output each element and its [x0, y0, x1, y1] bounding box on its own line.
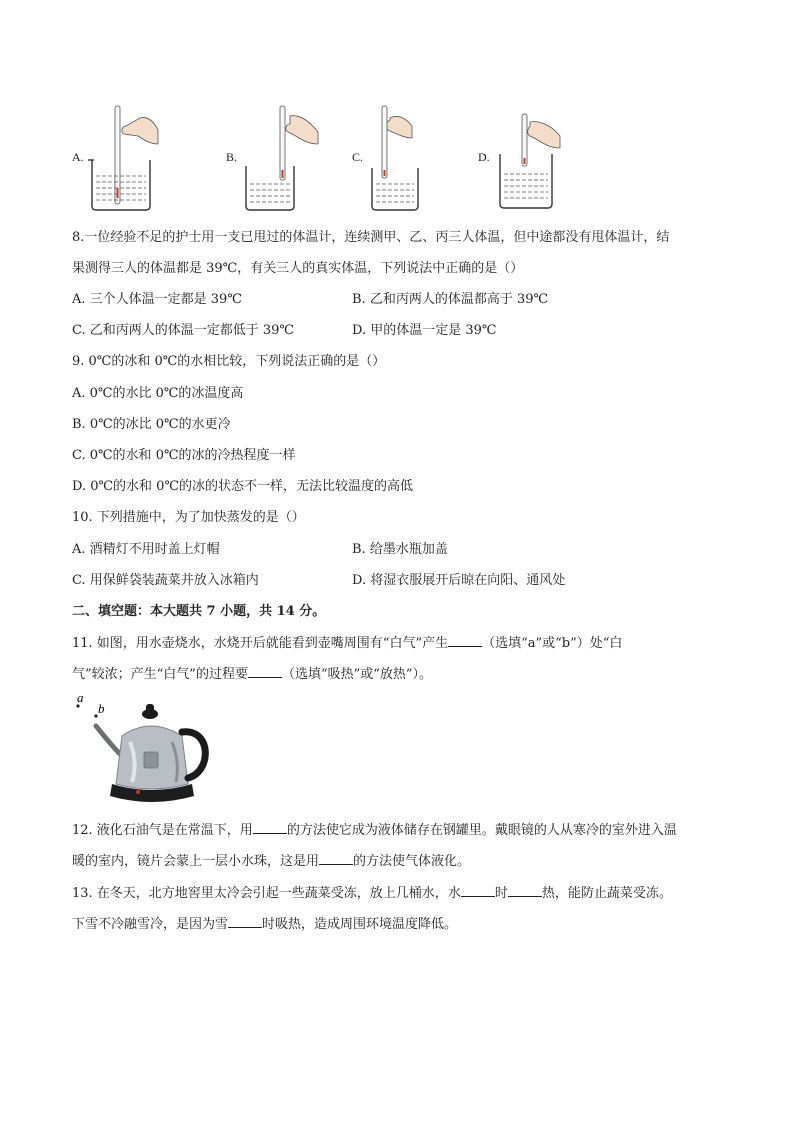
q10-option-c: C. 用保鲜袋装蔬菜并放入冰箱内: [72, 573, 259, 588]
beaker-thermometer-figure-a: [88, 104, 160, 212]
water-waves: [96, 176, 146, 200]
q13-blank-1[interactable]: [461, 884, 495, 897]
beaker-thermometer-figure-b: [240, 104, 322, 212]
hand-icon: [122, 118, 158, 144]
beaker-icon: [372, 168, 418, 210]
q7-option-b-label: B.: [226, 150, 238, 164]
q8-option-c: C. 乙和丙两人的体温一定都低于 39℃: [72, 323, 294, 338]
q12-line1-pre: 12. 液化石油气是在常温下，用: [72, 823, 253, 838]
water-waves: [250, 184, 290, 202]
q11-line2-pre: 气”较浓；产生“白气”的过程要: [72, 667, 248, 682]
q12-line1-post: 的方法使它成为液体储存在钢罐里。戴眼镜的人从寒冷的室外进入温: [286, 823, 677, 838]
section-heading-fill-in: 二、填空题：本大题共 7 小题，共 14 分。: [72, 604, 326, 619]
q7-option-d-label: D.: [478, 150, 490, 164]
q13-line1-post: 热，能防止蔬菜受冻。: [541, 886, 672, 901]
q9-option-b: B. 0℃的冰比 0℃的水更冷: [72, 417, 231, 432]
thermometer-icon: [280, 106, 285, 180]
q11-line2-post: （选填“吸热”或“放热”）。: [281, 667, 433, 682]
point-a-label: a: [77, 692, 84, 705]
q13-line1: [72, 884, 672, 903]
hand-icon: [528, 122, 560, 148]
water-waves: [376, 184, 414, 202]
q9-stem: 9. 0℃的冰和 0℃的水相比较，下列说法正确的是（）: [72, 354, 386, 369]
q11-line1-pre: 11. 如图，用水壶烧水，水烧开后就能看到壶嘴周围有“白气”产生: [72, 636, 449, 651]
q8-stem-line1: 8.一位经验不足的护士用一支已甩过的体温计，连续测甲、乙、丙三人体温，但中途都没有甩体温计，结: [72, 230, 670, 245]
q11-blank-1[interactable]: [448, 634, 482, 647]
q10-option-d: D. 将湿衣服展开后晾在向阳、通风处: [352, 573, 566, 588]
kettle-icon: [96, 704, 205, 802]
q13-line2-pre: 下雪不冷融雪冷，是因为雪: [72, 917, 229, 932]
hand-icon: [286, 116, 318, 144]
q10-stem: 10. 下列措施中，为了加快蒸发的是（）: [72, 510, 305, 525]
q11-blank-2[interactable]: [248, 665, 282, 678]
q13-blank-2[interactable]: [508, 884, 542, 897]
point-b-label: b: [98, 701, 105, 716]
q12-blank-1[interactable]: [253, 821, 287, 834]
q9-option-c: C. 0℃的水和 0℃的冰的冷热程度一样: [72, 448, 296, 463]
beaker-icon: [92, 160, 150, 210]
q13-line2: [72, 915, 457, 934]
q8-stem-line2: 果测得三人的体温都是 39℃，有关三人的真实体温，下列说法中正确的是（）: [72, 261, 524, 276]
q10-option-a: A. 酒精灯不用时盖上灯帽: [72, 542, 220, 557]
q12-line1: [72, 821, 677, 840]
beaker-icon: [246, 166, 294, 210]
q8-option-d: D. 甲的体温一定是 39℃: [352, 323, 497, 338]
q11-line1: [72, 634, 622, 653]
q12-line2-pre: 暖的室内，镜片会蒙上一层小水珠，这是用: [72, 854, 320, 869]
q11-line1-post: （选填“a”或“b”）处“白: [482, 636, 623, 651]
q13-line1-mid: 时: [494, 886, 508, 901]
q13-blank-3[interactable]: [228, 915, 262, 928]
hand-icon: [386, 116, 412, 138]
q12-line2-post: 的方法使气体液化。: [353, 854, 471, 869]
q12-line2: [72, 852, 470, 871]
water-waves: [504, 174, 548, 198]
beaker-thermometer-figure-d: [492, 112, 564, 212]
kettle-figure: [72, 692, 212, 810]
thermometer-icon: [382, 106, 387, 178]
q9-option-d: D. 0℃的水和 0℃的冰的状态不一样，无法比较温度的高低: [72, 479, 413, 494]
q12-blank-2[interactable]: [319, 852, 353, 865]
q9-option-a: A. 0℃的水比 0℃的冰温度高: [72, 386, 244, 401]
q8-option-a: A. 三个人体温一定都是 39℃: [72, 292, 242, 307]
q10-option-b: B. 给墨水瓶加盖: [352, 542, 448, 557]
q11-line2: [72, 665, 432, 684]
q13-line2-post: 时吸热，造成周围环境温度降低。: [262, 917, 458, 932]
q7-option-c-label: C.: [352, 150, 364, 164]
q7-option-a-label: A.: [72, 150, 84, 164]
beaker-thermometer-figure-c: [366, 104, 438, 212]
q8-option-b: B. 乙和丙两人的体温都高于 39℃: [352, 292, 549, 307]
q13-line1-pre: 13. 在冬天，北方地窖里太冷会引起一些蔬菜受冻，放上几桶水，水: [72, 886, 461, 901]
